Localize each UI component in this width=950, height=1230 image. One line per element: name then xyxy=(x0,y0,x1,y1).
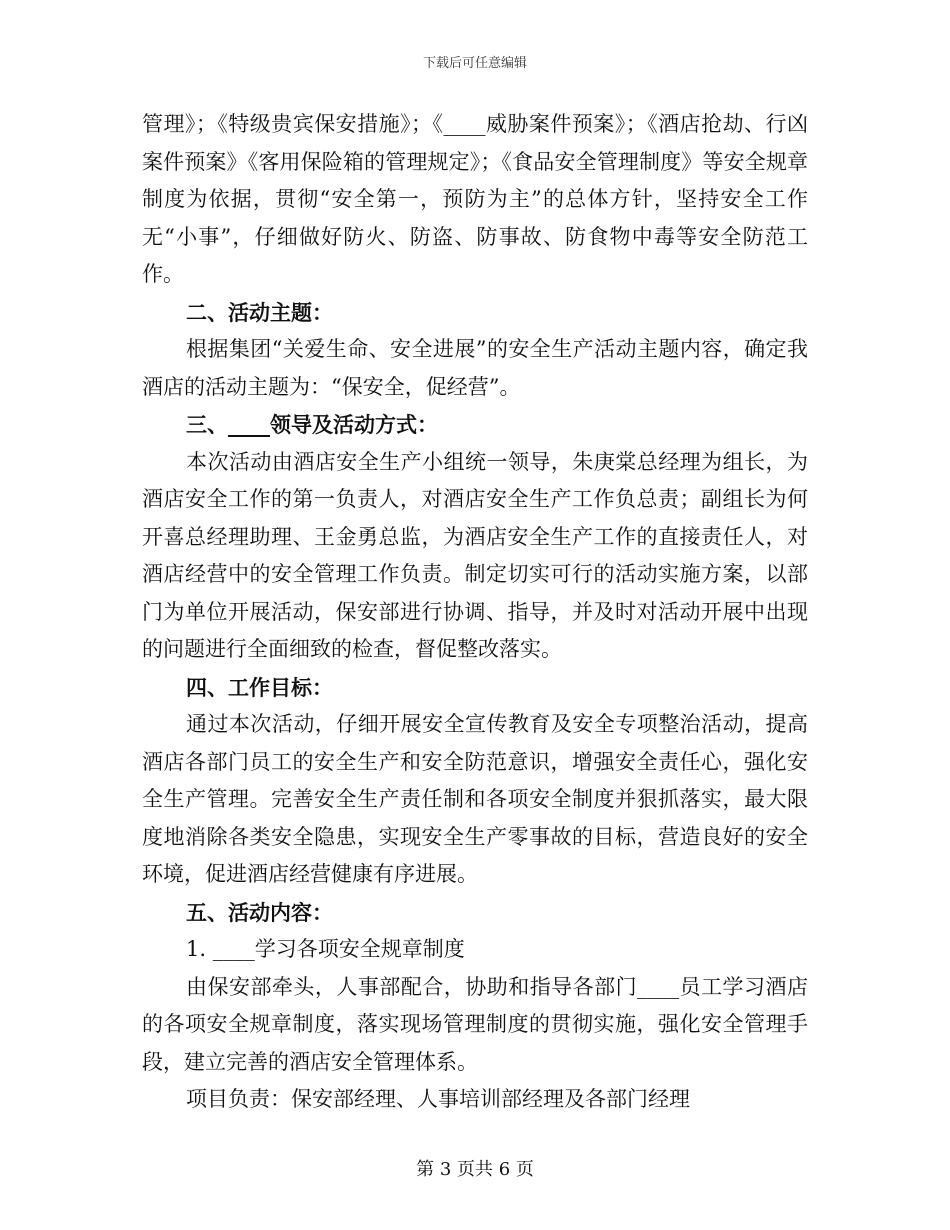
subheading-study-regulations: 1. ____学习各项安全规章制度 xyxy=(186,937,465,961)
section-heading-leadership-method: 三、____领导及活动方式： xyxy=(186,412,438,437)
section-heading-activity-theme: 二、活动主题： xyxy=(186,299,333,325)
paragraph-activity-theme: 根据集团“关爱生命、安全进展”的安全生产活动主题内容，确定我酒店的活动主题为：“保安全，促经营”。 xyxy=(142,337,808,399)
paragraph-regulations-basis: 管理》；《特级贵宾保安措施》；《____威胁案件预案》；《酒店抢劫、行凶案件预案》《客用保险箱的管理规定》；《食品安全管理制度》等安全规章制度为依据，贯彻“安全第一，预防为主”的总体方针，坚持安全工作无“小事”，仔细做好防火、防盗、防事故、防食物中毒等安全防范工作。 xyxy=(142,112,808,286)
paragraph-study-regulations: 由保安部牵头，人事部配合，协助和指导各部门____员工学习酒店的各项安全规章制度，落实现场管理制度的贯彻实施，强化安全管理手段，建立完善的酒店安全管理体系。 xyxy=(142,974,808,1074)
page-number-footer: 第 3 页共 6 页 xyxy=(416,1159,534,1180)
page-header: 下载后可任意编辑 xyxy=(422,56,527,71)
section-heading-activity-content: 五、活动内容： xyxy=(186,899,333,925)
paragraph-leadership-method: 本次活动由酒店安全生产小组统一领导，朱庚棠总经理为组长，为酒店安全工作的第一负责人，对酒店安全生产工作负总责；副组长为何开喜总经理助理、王金勇总监，为酒店安全生产工作的直接责任人，对酒店经营中的安全管理工作负责。制定切实可行的活动实施方案，以部门为单位开展活动，保安部进行协调、指导，并及时对活动开展中出现的问题进行全面细致的检查，督促整改落实。 xyxy=(142,449,808,661)
paragraph-project-responsible: 项目负责：保安部经理、人事培训部经理及各部门经理 xyxy=(186,1087,690,1111)
document-body xyxy=(142,106,808,1119)
paragraph-work-goals: 通过本次活动，仔细开展安全宣传教育及安全专项整治活动，提高酒店各部门员工的安全生产和安全防范意识，增强安全责任心，强化安全生产管理。完善安全生产责任制和各项安全制度并狠抓落实，最大限度地消除各类安全隐患，实现安全生产零事故的目标，营造良好的安全环境，促进酒店经营健康有序进展。 xyxy=(142,712,808,886)
section-heading-work-goals: 四、工作目标： xyxy=(186,674,333,700)
